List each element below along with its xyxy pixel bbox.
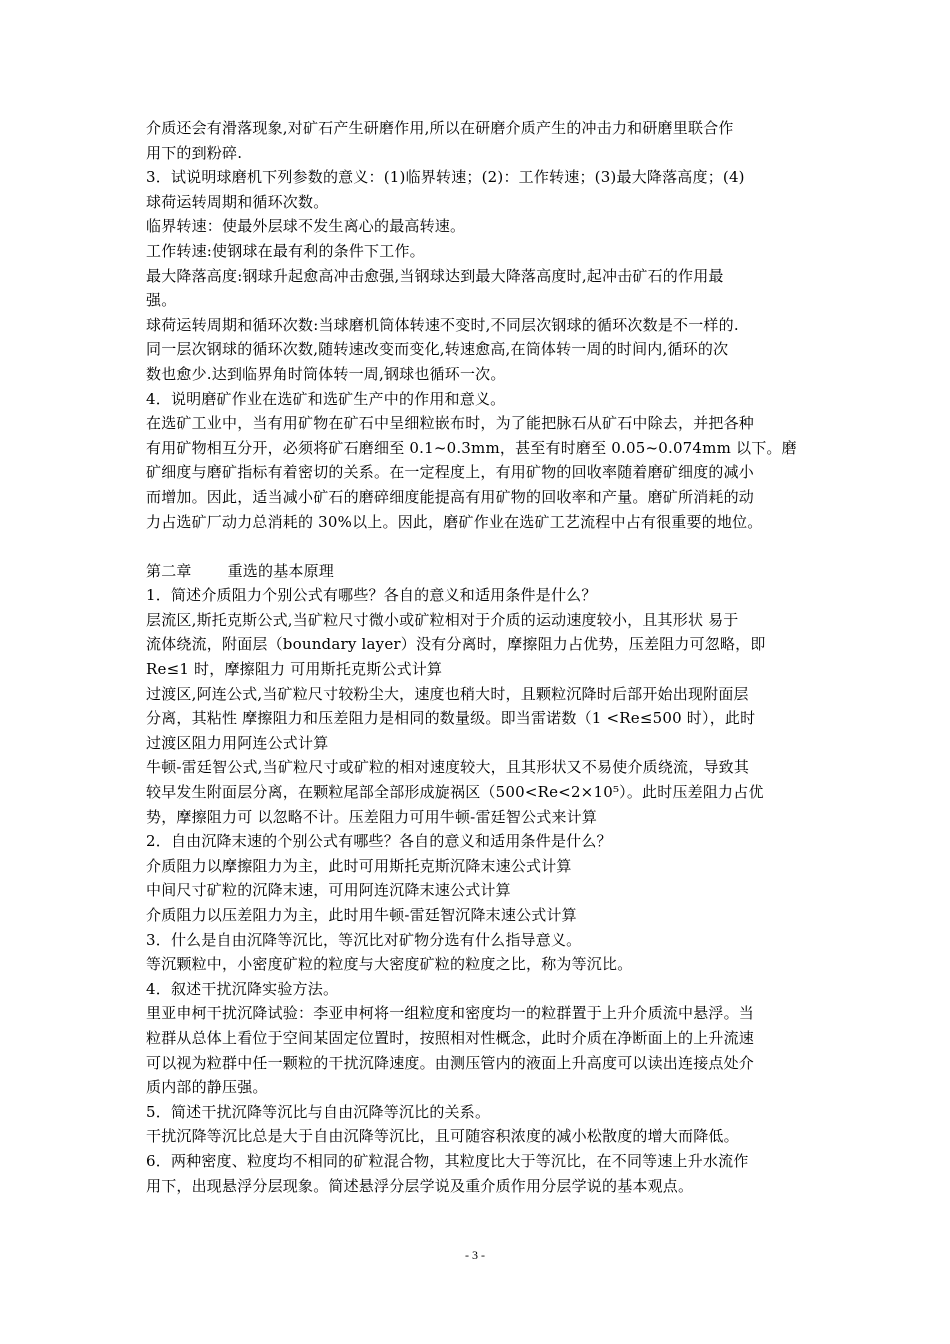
text-line: 1．简述介质阻力个别公式有哪些？各自的意义和适用条件是什么？: [146, 586, 597, 605]
chapter-title: 重选的基本原理: [227, 561, 335, 580]
section-gravity-principles: [146, 583, 810, 1198]
text-line: 同一层次钢球的循环次数,随转速改变而变化,转速愈高,在筒体转一周的时间内,循环的次: [146, 340, 729, 359]
text-line: 有用矿物相互分开，必须将矿石磨细至 0.1~0.3mm，甚至有时磨至 0.05~0.074mm 以下。磨: [146, 438, 797, 457]
text-line: 里亚申柯干扰沉降试验：李亚申柯将一组粒度和密度均一的粒群置于上升介质流中悬浮。当: [146, 1004, 755, 1023]
text-line: 等沉颗粒中，小密度矿粒的粒度与大密度矿粒的粒度之比，称为等沉比。: [146, 955, 633, 974]
text-line: 质内部的静压强。: [146, 1078, 268, 1097]
text-line: 5．简述干扰沉降等沉比与自由沉降等沉比的关系。: [146, 1102, 491, 1121]
text-line: 4．说明磨矿作业在选矿和选矿生产中的作用和意义。: [146, 389, 506, 408]
text-line: 势，摩擦阻力可 以忽略不计。压差阻力可用牛顿-雷廷智公式来计算: [146, 807, 598, 826]
text-line: 球荷运转周期和循环次数:当球磨机筒体转速不变时,不同层次钢球的循环次数是不一样的.: [146, 315, 739, 334]
text-line: 数也愈少.达到临界角时筒体转一周,钢球也循环一次。: [146, 364, 506, 383]
text-line: 用下，出现悬浮分层现象。简述悬浮分层学说及重介质作用分层学说的基本观点。: [146, 1176, 694, 1195]
text-line: 过渡区阻力用阿连公式计算: [146, 733, 329, 752]
text-line: 介质阻力以摩擦阻力为主，此时可用斯托克斯沉降末速公式计算: [146, 856, 572, 875]
page-number: - 3 -: [465, 1248, 485, 1262]
text-line: 过渡区,阿连公式,当矿粒尺寸较粉尘大，速度也稍大时，且颗粒沉降时后部开始出现附面层: [146, 684, 749, 703]
text-line: 3．试说明球磨机下列参数的意义：(1)临界转速；(2)：工作转速；(3)最大降落高度；(4): [146, 168, 745, 187]
text-line: 工作转速:使钢球在最有利的条件下工作。: [146, 241, 425, 260]
text-line: 中间尺寸矿粒的沉降末速，可用阿连沉降末速公式计算: [146, 881, 511, 900]
text-line: 4．叙述干扰沉降实验方法。: [146, 979, 339, 998]
page-body: [146, 116, 810, 1198]
text-line: 临界转速：使最外层球不发生离心的最高转速。: [146, 217, 466, 236]
text-line: 分离，其粘性 摩擦阻力和压差阻力是相同的数量级。即当雷诺数（1 <Re≤500 时），此时: [146, 709, 756, 728]
text-line: 6．两种密度、粒度均不相同的矿粒混合物，其粒度比大于等沉比，在不同等速上升水流作: [146, 1151, 749, 1170]
text-line: 2．自由沉降末速的个别公式有哪些？各自的意义和适用条件是什么？: [146, 832, 612, 851]
text-line: 在选矿工业中，当有用矿物在矿石中呈细粒嵌布时，为了能把脉石从矿石中除去，并把各种: [146, 414, 755, 433]
text-line: 干扰沉降等沉比总是大于自由沉降等沉比，且可随容积浓度的减小松散度的增大而降低。: [146, 1127, 739, 1146]
section-ball-mill: [146, 116, 810, 534]
blank-line: [146, 534, 810, 559]
text-line: 强。: [146, 291, 177, 310]
text-line: 较早发生附面层分离，在颗粒尾部全部形成旋祸区（500<Re<2×10⁵）。此时压差阻力占优: [146, 783, 764, 802]
text-line: 粒群从总体上看位于空间某固定位置时，按照相对性概念，此时介质在净断面上的上升流速: [146, 1028, 755, 1047]
text-line: 牛顿-雷廷智公式,当矿粒尺寸或矿粒的相对速度较大，且其形状又不易使介质绕流，导致其: [146, 758, 750, 777]
chapter-number: 第二章: [146, 561, 192, 580]
text-line: 用下的到粉碎.: [146, 143, 243, 162]
text-line: 流体绕流，附面层（boundary layer）没有分离时，摩擦阻力占优势，压差阻力可忽略，即: [146, 635, 766, 654]
chapter-heading: [146, 559, 810, 584]
text-line: 层流区,斯托克斯公式,当矿粒尺寸微小或矿粒相对于介质的运动速度较小，且其形状 易于: [146, 610, 739, 629]
text-line: 介质还会有滑落现象,对矿石产生研磨作用,所以在研磨介质产生的冲击力和研磨里联合作: [146, 119, 734, 137]
text-line: 3．什么是自由沉降等沉比，等沉比对矿物分选有什么指导意义。: [146, 930, 582, 949]
text-line: 最大降落高度:钢球升起愈高冲击愈强,当钢球达到最大降落高度时,起冲击矿石的作用最: [146, 266, 724, 285]
text-line: 而增加。因此，适当减小矿石的磨碎细度能提高有用矿物的回收率和产量。磨矿所消耗的动: [146, 487, 755, 506]
text-line: Re≤1 时，摩擦阻力 可用斯托克斯公式计算: [146, 660, 443, 679]
text-line: 可以视为粒群中任一颗粒的干扰沉降速度。由测压管内的液面上升高度可以读出连接点处介: [146, 1053, 755, 1072]
text-line: 介质阻力以压差阻力为主，此时用牛顿-雷廷智沉降末速公式计算: [146, 906, 577, 924]
text-line: 力占选矿厂动力总消耗的 30%以上。因此，磨矿作业在选矿工艺流程中占有很重要的地位。: [146, 512, 763, 531]
text-line: 球荷运转周期和循环次数。: [146, 192, 329, 211]
text-line: 矿细度与磨矿指标有着密切的关系。在一定程度上，有用矿物的回收率随着磨矿细度的减小: [146, 463, 755, 482]
